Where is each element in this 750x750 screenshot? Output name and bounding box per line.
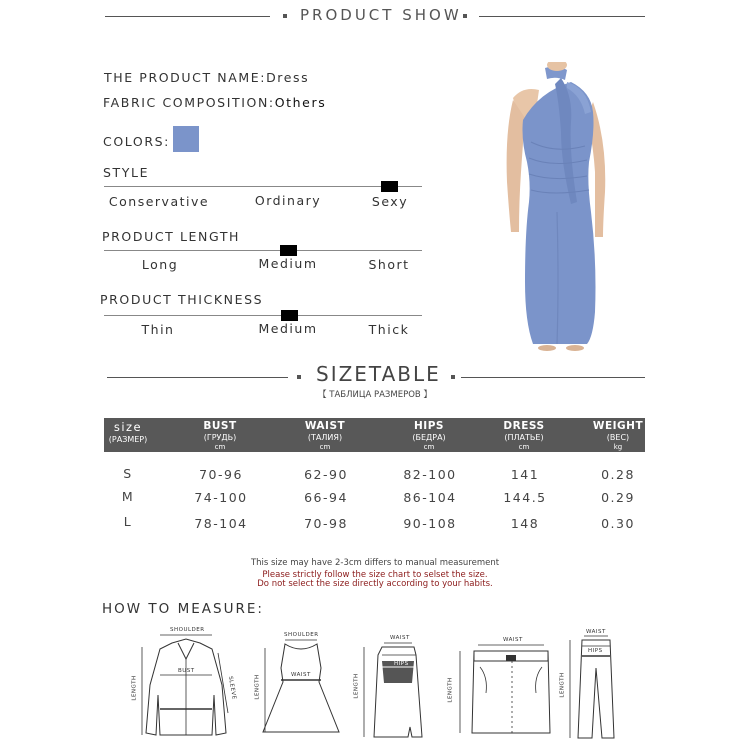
- label-waist-5: WAIST: [586, 629, 606, 635]
- header-weight-sub: (ВЕС): [606, 433, 630, 442]
- pants-measure-diagram: [559, 628, 622, 743]
- sizetable-line-left: [107, 377, 288, 378]
- label-waist-2: WAIST: [291, 672, 311, 678]
- header-hips-unit: cm: [423, 443, 435, 451]
- thickness-scale-line: [104, 315, 422, 316]
- style-option-ordinary: Ordinary: [254, 193, 322, 208]
- label-length-4: LENGTH: [447, 677, 454, 703]
- product-show-line-right: [479, 16, 645, 17]
- label-length-3: LENGTH: [353, 673, 360, 699]
- row-l-waist: 70-98: [304, 516, 348, 531]
- header-weight-name: WEIGHT: [592, 420, 644, 432]
- header-bust-sub: (ГРУДЬ): [203, 433, 237, 442]
- label-sleeve-1: SLEEVE: [226, 675, 237, 701]
- header-bust: [203, 420, 236, 452]
- header-dress-name: DRESS: [503, 420, 545, 432]
- label-hips-3: HIPS: [394, 661, 409, 667]
- row-m-waist: 66-94: [304, 490, 348, 505]
- thickness-marker: [281, 310, 298, 321]
- product-dress-image: [495, 62, 620, 352]
- note-follow-chart: Please strictly follow the size chart to selset the size.: [262, 570, 488, 580]
- sizetable-title: SIZETABLE: [316, 362, 441, 386]
- header-waist-name: WAIST: [304, 420, 346, 432]
- row-s-bust: 70-96: [199, 467, 243, 482]
- label-waist-4: WAIST: [503, 637, 523, 643]
- row-m-bust: 74-100: [194, 490, 248, 505]
- dress-measure-diagram: [255, 628, 345, 740]
- row-s-size: S: [123, 466, 133, 481]
- label-length-1: LENGTH: [131, 675, 138, 701]
- product-show-line-left: [105, 16, 270, 17]
- note-habits: Do not select the size directly according to your habits.: [257, 579, 493, 589]
- row-m-size: M: [121, 489, 135, 504]
- row-l-hips: 90-108: [403, 516, 457, 531]
- row-l-size: L: [123, 514, 133, 529]
- length-option-long: Long: [141, 257, 179, 272]
- header-waist: [305, 420, 345, 452]
- size-table-header: [104, 418, 645, 452]
- label-hips-5: HIPS: [588, 648, 603, 654]
- style-title: STYLE: [103, 165, 150, 180]
- style-scale-line: [104, 186, 422, 187]
- product-name-value: Dress: [266, 70, 310, 85]
- style-option-conservative: Conservative: [108, 194, 210, 209]
- header-bust-name: BUST: [203, 420, 237, 432]
- header-bust-unit: cm: [214, 443, 226, 451]
- row-l-dress: 148: [510, 516, 540, 531]
- row-m-hips: 86-104: [403, 490, 457, 505]
- row-s-waist: 62-90: [304, 467, 348, 482]
- style-marker: [381, 181, 398, 192]
- header-dress: [503, 420, 544, 452]
- product-show-title: PRODUCT SHOW: [300, 6, 462, 24]
- header-waist-sub: (ТАЛИЯ): [307, 433, 343, 442]
- label-length-2: LENGTH: [254, 674, 261, 700]
- header-hips-sub: (БЕДРА): [412, 433, 446, 442]
- length-marker: [280, 245, 297, 256]
- label-waist-3: WAIST: [390, 635, 410, 641]
- sizetable-line-right: [461, 377, 645, 378]
- colors-label: COLORS:: [103, 134, 170, 149]
- color-swatch-blue: [173, 126, 199, 152]
- note-measurement: This size may have 2-3cm differs to manual measurement: [250, 558, 500, 568]
- thickness-title: PRODUCT THICKNESS: [100, 292, 264, 307]
- fabric-row: [103, 95, 326, 110]
- length-option-medium: Medium: [258, 256, 318, 271]
- header-size-name: size: [113, 420, 143, 434]
- thickness-option-thick: Thick: [368, 322, 410, 337]
- product-show-dot-right: [463, 14, 467, 18]
- product-show-dot-left: [283, 14, 287, 18]
- length-scale-line: [104, 250, 422, 251]
- label-shoulder-2: SHOULDER: [284, 632, 319, 638]
- row-m-weight: 0.29: [601, 490, 635, 505]
- thickness-option-medium: Medium: [258, 321, 318, 336]
- skirt-measure-diagram: [352, 633, 432, 743]
- header-hips-name: HIPS: [414, 420, 444, 432]
- how-to-measure-title: HOW TO MEASURE:: [102, 601, 264, 617]
- header-weight: [593, 420, 643, 452]
- row-s-hips: 82-100: [403, 467, 457, 482]
- header-size: [109, 420, 147, 445]
- sizetable-subtitle: 【 ТАБЛИЦА РАЗМЕРОВ 】: [318, 390, 432, 400]
- row-l-bust: 78-104: [194, 516, 248, 531]
- sizetable-dot-right: [451, 375, 455, 379]
- sizetable-dot-left: [297, 375, 301, 379]
- header-size-sub: (РАЗМЕР): [108, 435, 148, 444]
- fabric-label: FABRIC COMPOSITION:: [103, 95, 275, 110]
- thickness-option-thin: Thin: [141, 322, 175, 337]
- label-bust-1: BUST: [178, 668, 195, 674]
- row-s-weight: 0.28: [601, 467, 635, 482]
- row-s-dress: 141: [510, 467, 540, 482]
- header-weight-unit: kg: [613, 443, 623, 451]
- header-hips: [412, 420, 445, 452]
- header-dress-sub: (ПЛАТЬЕ): [504, 433, 544, 442]
- product-name-label: THE PRODUCT NAME:: [104, 70, 267, 85]
- label-length-5: LENGTH: [559, 672, 566, 698]
- product-name-row: [104, 70, 309, 85]
- jacket-measure-diagram: [130, 625, 245, 745]
- row-m-dress: 144.5: [503, 490, 547, 505]
- length-option-short: Short: [368, 257, 410, 272]
- style-option-sexy: Sexy: [371, 194, 409, 209]
- shorts-measure-diagram: [448, 633, 558, 738]
- label-shoulder-1: SHOULDER: [170, 627, 205, 633]
- length-title: PRODUCT LENGTH: [102, 229, 241, 244]
- header-waist-unit: cm: [319, 443, 331, 451]
- header-dress-unit: cm: [518, 443, 530, 451]
- row-l-weight: 0.30: [601, 516, 635, 531]
- fabric-value: Others: [274, 95, 327, 110]
